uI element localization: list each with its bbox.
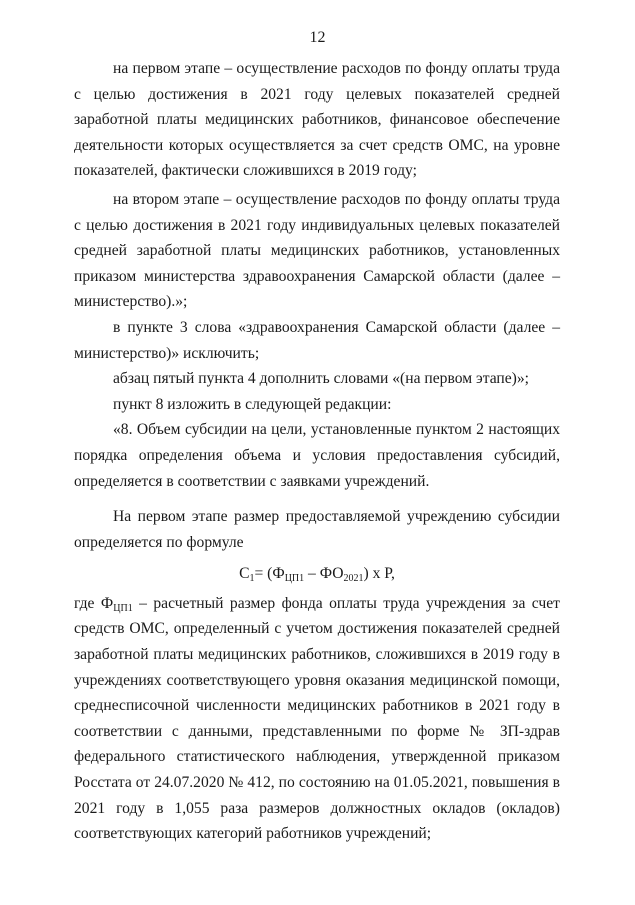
formula-term2-subscript: 2021 [343,573,364,585]
paragraph-point-4: абзац пятый пункта 4 дополнить словами «(на первом этапе)»; [113,370,530,388]
definition-text: – расчетный размер фонда оплаты труда учреждения за счет средств ОМС, определенный с учетом достижения показателей средней заработной платы медицинских работников, сложившихся в 2019 году в учреждениях соответствующего уровня оказания медицинской помощи, среднесписочной численности медицинских работников в 2021 году в соответствии с данными, представленными по форме № ЗП-здрав федерального статистического наблюдения, утвержденной приказом Росстата от 24.07.2020 № 412, по состоянию на 01.05.2021, повышения в 2021 году в 1,055 раза размеров должностных окладов (окладов) соответствующих категорий работников учреждений; [74,594,560,843]
formula-tail: ) х Р, [363,565,395,583]
definition-lead: где Ф [74,594,114,612]
page-number: 12 [309,29,326,46]
subsidy-formula [74,561,560,587]
formula-minus: – ФО [304,565,344,583]
formula-lhs-subscript: 1 [249,573,255,585]
document-body [74,56,560,847]
paragraph-point-3: в пункте 3 слова «здравоохранения Самарской области (далее – министерство)» исключить; [74,318,560,362]
paragraph-definition [74,591,560,847]
paragraph-first-stage-size: На первом этапе размер предоставляемой учреждению субсидии определяется по формуле [74,508,560,551]
paragraph-subsidy-volume: «8. Объем субсидии на цели, установленные пунктом 2 настоящих порядка определения объема и условия предоставления субсидий, определяется в соответствии с заявками учреждений. [74,421,560,490]
paragraph-stage-two: на втором этапе – осуществление расходов по фонду оплаты труда с целью достижения в 2021 году индивидуальных целевых показателей средней заработной платы медицинских работников, установленных приказом министерства здравоохранения Самарской области (далее – министерство).»; [74,190,560,311]
paragraph-stage-one: на первом этапе – осуществление расходов по фонду оплаты труда с целью достижения в 2021 году целевых показателей средней заработной платы медицинских работников, финансовое обеспечение деятельности которых осуществляется за счет средств ОМС, на уровне показателей, фактически сложившихся в 2019 году; [74,60,560,180]
formula-lhs: С [239,565,250,583]
definition-lead-subscript: ЦП1 [113,602,133,614]
paragraph-point-8: пункт 8 изложить в следующей редакции: [113,395,392,413]
formula-open: = (Ф [254,565,285,583]
formula-term1-subscript: ЦП1 [284,573,305,585]
